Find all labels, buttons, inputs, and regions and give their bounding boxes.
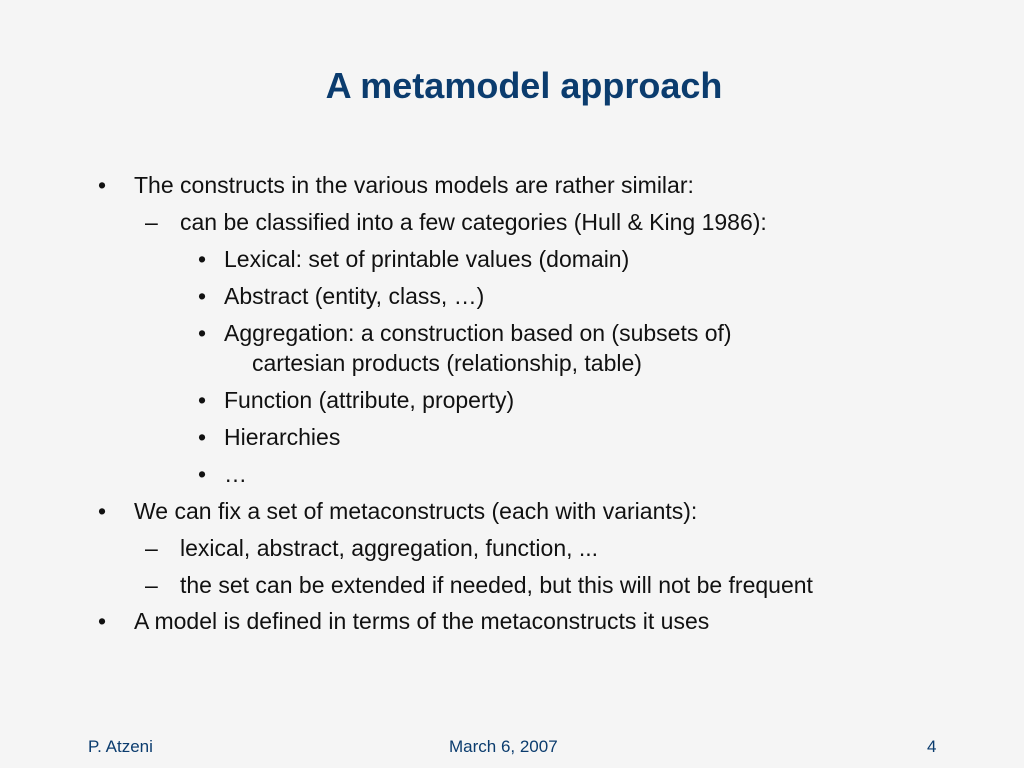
sub-sub-bullet-lexical: Lexical: set of printable values (domain) xyxy=(224,246,630,272)
bullet-text-3: A model is defined in terms of the metaconstructs it uses xyxy=(134,608,710,634)
slide-title: A metamodel approach xyxy=(325,65,723,106)
footer-date: March 6, 2007 xyxy=(449,737,558,756)
dash-marker: – xyxy=(145,535,158,561)
sub-bullet-text-2-1: lexical, abstract, aggregation, function, ... xyxy=(180,535,599,561)
bullet-text-2: We can fix a set of metaconstructs (each with variants): xyxy=(134,498,698,524)
bullet-text-1: The constructs in the various models are rather similar: xyxy=(134,172,694,198)
bullet-marker: • xyxy=(98,172,107,198)
bullet-marker: • xyxy=(198,320,207,346)
bullet-marker: • xyxy=(198,424,207,450)
sub-bullet-text-2-2: the set can be extended if needed, but this will not be frequent xyxy=(180,572,813,598)
dash-marker: – xyxy=(145,209,158,235)
sub-sub-bullet-aggregation-continuation: cartesian products (relationship, table) xyxy=(252,350,642,376)
bullet-marker: • xyxy=(198,283,207,309)
sub-sub-bullet-abstract: Abstract (entity, class, …) xyxy=(224,283,485,309)
sub-sub-bullet-aggregation: Aggregation: a construction based on (subsets of) xyxy=(224,320,732,346)
bullet-marker: • xyxy=(198,246,207,272)
sub-sub-bullet-hierarchies: Hierarchies xyxy=(224,424,341,450)
bullet-marker: • xyxy=(98,498,107,524)
footer-author: P. Atzeni xyxy=(88,737,153,756)
sub-bullet-text-1-1: can be classified into a few categories (Hull & King 1986): xyxy=(180,209,767,235)
bullet-marker: • xyxy=(198,461,207,487)
bullet-marker: • xyxy=(98,608,107,634)
sub-sub-bullet-ellipsis: … xyxy=(224,461,247,487)
bullet-marker: • xyxy=(198,387,207,413)
sub-sub-bullet-function: Function (attribute, property) xyxy=(224,387,515,413)
dash-marker: – xyxy=(145,572,158,598)
footer-page-number: 4 xyxy=(927,737,937,756)
